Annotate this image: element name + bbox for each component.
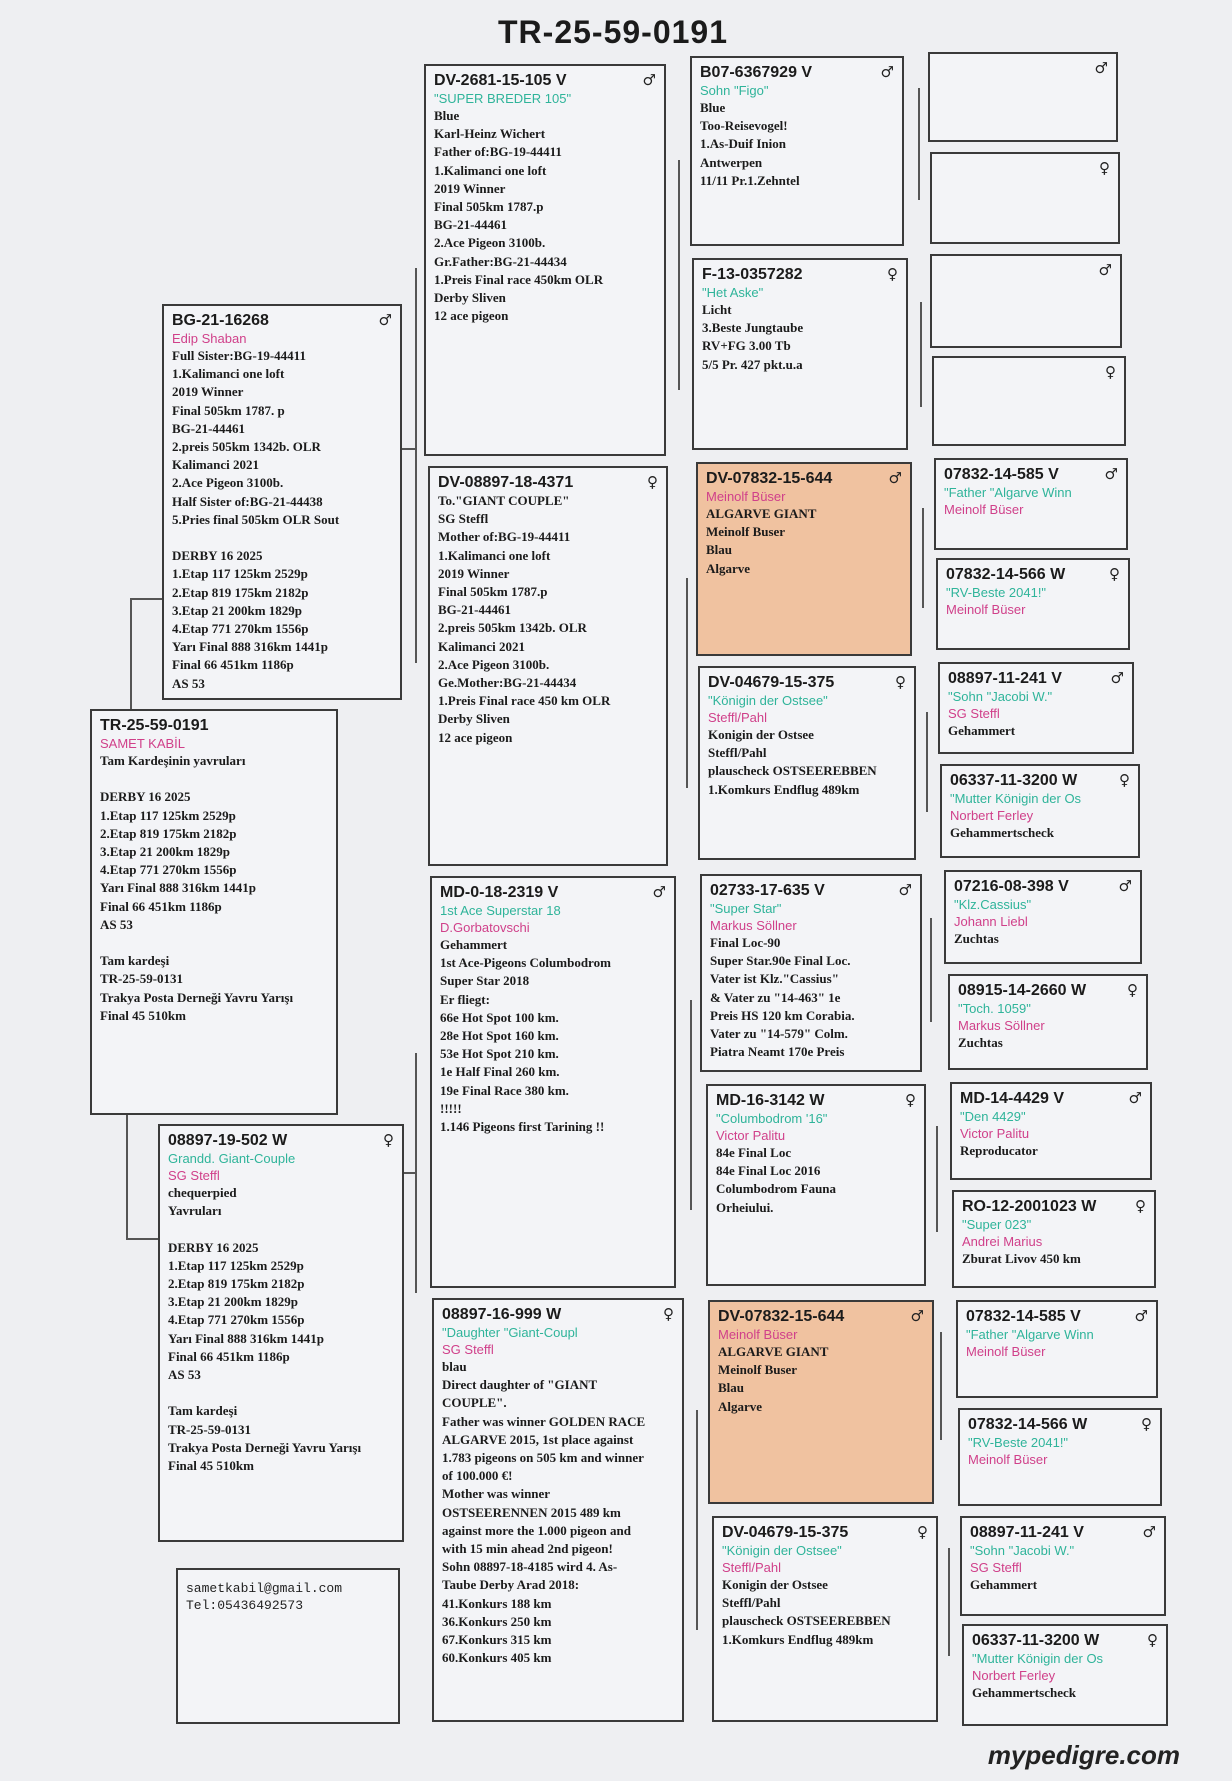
male-icon: ♂ [642,71,656,89]
breeder-name: SAMET KABİL [100,736,186,751]
bird-info: Zuchtas [954,931,999,946]
connector-line [678,160,680,390]
female-icon: ♀ [1141,1415,1152,1433]
pedigree-card-g7[interactable] [938,662,1134,754]
ring-number: DV-07832-15-644 [706,470,833,487]
pedigree-card-g10[interactable] [948,974,1148,1070]
pedigree-card-ff[interactable] [424,64,666,456]
connector-line [922,508,924,608]
bird-name: "Mutter Königin der Os [950,791,1082,806]
ring-number: 02733-17-635 V [710,882,825,899]
pedigree-card-g1[interactable] [928,52,1118,142]
ring-number: DV-07832-15-644 [718,1308,845,1325]
pedigree-card-g6[interactable] [936,558,1130,650]
breeder-name: Meinolf Büser [718,1327,798,1342]
bird-info: chequerpied Yavruları DERBY 16 2025 1.Etap 117 125km 2529p 2.Etap 819 175km 2182p 3.Etap 21 200km 1829p 4.Etap 771 270km 1556p Yarı Final 888 316km 1441p Final 66 451km 1186p AS 53 Tam kardeşi TR-25-59-0131 Trakya Posta Derneği Yavru Yarışı Final 45 510km [168,1185,362,1474]
breeder-name: Meinolf Büser [968,1452,1048,1467]
bird-info: Blue Karl-Heinz Wichert Father of:BG-19-44411 1.Kalimanci one loft 2019 Winner Final 505km 1787.p BG-21-44461 2.Ace Pigeon 3100b. Gr.Father:BG-21-44434 1.Preis Final race 450km OLR Derby Sliven 12 ace pigeon [434,108,604,324]
connector-line [696,1410,698,1630]
male-icon: ♂ [1118,877,1132,895]
ring-number: 08915-14-2660 W [958,982,1087,999]
female-icon: ♀ [895,673,906,691]
pedigree-card-g13[interactable] [956,1300,1158,1398]
pedigree-card-subject[interactable] [90,709,338,1115]
bird-name: "Het Aske" [702,285,764,300]
pedigree-card-mmf[interactable] [708,1300,934,1504]
bird-name: Grandd. Giant-Couple [168,1151,296,1166]
connector-line [126,1238,162,1240]
ring-number: MD-16-3142 W [716,1092,825,1109]
ring-number: 07832-14-585 V [944,466,1059,483]
pedigree-card-ffm[interactable] [692,258,908,450]
connector-line [936,1126,938,1232]
pedigree-card-g12[interactable] [952,1190,1156,1288]
pedigree-card-fff[interactable] [690,56,904,246]
ring-number: 08897-11-241 V [948,670,1062,687]
pedigree-card-g15[interactable] [960,1516,1166,1616]
pedigree-card-g3[interactable] [930,254,1122,348]
female-icon: ♀ [663,1305,674,1323]
pedigree-card-fm[interactable] [428,466,668,866]
bird-info: Licht 3.Beste Jungtaube RV+FG 3.00 Tb 5/5 Pr. 427 pkt.u.a [702,302,804,372]
ring-number: MD-0-18-2319 V [440,884,559,901]
connector-line [940,1332,942,1440]
bird-info: Zburat Livov 450 km [962,1251,1081,1266]
male-icon: ♂ [1098,261,1112,279]
bird-info: Tam Kardeşinin yavruları DERBY 16 2025 1.Etap 117 125km 2529p 2.Etap 819 175km 2182p 3.Etap 21 200km 1829p 4.Etap 771 270km 1556p Yarı Final 888 316km 1441p Final 66 451km 1186p AS 53 Tam kardeşi TR-25-59-0131 Trakya Posta Derneği Yavru Yarışı Final 45 510km [100,753,294,1023]
connector-line [402,1172,416,1174]
male-icon: ♂ [910,1307,924,1325]
ring-number: MD-14-4429 V [960,1090,1065,1107]
connector-line [930,918,932,1022]
breeder-name: Markus Söllner [710,918,797,933]
ring-number: 07832-14-585 V [966,1308,1081,1325]
connector-line [126,1112,128,1240]
breeder-name: Norbert Ferley [972,1668,1056,1683]
male-icon: ♂ [1110,669,1124,687]
bird-info: Gehammert [948,723,1016,738]
female-icon: ♀ [647,473,658,491]
breeder-name: SG Steffl [168,1168,220,1183]
male-icon: ♂ [378,311,392,329]
male-icon: ♂ [898,881,912,899]
bird-name: "Super Star" [710,901,782,916]
pedigree-card-fmm[interactable] [698,666,916,860]
pedigree-card-mff[interactable] [700,874,922,1072]
breeder-name: D.Gorbatovschi [440,920,530,935]
female-icon: ♀ [1099,159,1110,177]
bird-name: "Klz.Cassius" [954,897,1032,912]
connector-line [690,1000,692,1210]
bird-name: "Den 4429" [960,1109,1026,1124]
female-icon: ♀ [1119,771,1130,789]
male-icon: ♂ [1134,1307,1148,1325]
pedigree-card-mf[interactable] [430,876,676,1288]
bird-name: "Sohn "Jacobi W." [948,689,1053,704]
bird-name: "Columbodrom '16" [716,1111,828,1126]
bird-info: 84e Final Loc 84e Final Loc 2016 Columbodrom Fauna Orheiului. [716,1145,837,1215]
breeder-name: Markus Söllner [958,1018,1045,1033]
bird-name: 1st Ace Superstar 18 [440,903,561,918]
bird-info: To."GIANT COUPLE" SG Steffl Mother of:BG-19-44411 1.Kalimanci one loft 2019 Winner Final 505km 1787.p BG-21-44461 2.preis 505km 1342b. OLR Kalimanci 2021 2.Ace Pigeon 3100b. Ge.Mother:BG-21-44434 1.Preis Final race 450 km OLR Derby Sliven 12 ace pigeon [438,493,611,745]
connector-line [918,88,920,200]
male-icon: ♂ [1104,465,1118,483]
breeder-name: Meinolf Büser [946,602,1026,617]
pedigree-card-fmf[interactable] [696,462,912,656]
bird-info: Gehammertscheck [950,825,1054,840]
breeder-name: SG Steffl [442,1342,494,1357]
pedigree-card-mmm[interactable] [712,1516,938,1722]
bird-info: Konigin der Ostsee Steffl/Pahl plauscheck OSTSEEREBBEN 1.Komkurs Endflug 489km [708,727,877,797]
connector-line [130,598,132,712]
breeder-name: Meinolf Büser [966,1344,1046,1359]
bird-name: "Königin der Ostsee" [708,693,828,708]
breeder-name: Meinolf Büser [706,489,786,504]
connector-line [926,712,928,812]
pedigree-card-g16[interactable] [962,1624,1168,1726]
bird-info: Final Loc-90 Super Star.90e Final Loc. Vater ist Klz."Cassius" & Vater zu "14-463" 1e Preis HS 120 km Corabia. Vater zu "14-579" Colm. Piatra Neamt 170e Preis [710,935,855,1060]
bird-info: Gehammert 1st Ace-Pigeons Columbodrom Super Star 2018 Er fliegt: 66e Hot Spot 100 km. 28e Hot Spot 160 km. 53e Hot Spot 210 km. 1e Half Final 260 km. 19e Final Race 380 km. !!!!! 1.146 Pigeons first Tarining !! [440,937,611,1135]
male-icon: ♂ [652,883,666,901]
ring-number: B07-6367929 V [700,64,813,81]
bird-info: Full Sister:BG-19-44411 1.Kalimanci one loft 2019 Winner Final 505km 1787. p BG-21-44461 2.preis 505km 1342b. OLR Kalimanci 2021 2.Ace Pigeon 3100b. Half Sister of:BG-21-44438 5.Pries final 505km OLR Sout DERBY 16 2025 1.Etap 117 125km 2529p 2.Etap 819 175km 2182p 3.Etap 21 200km 1829p 4.Etap 771 270km 1556p Yarı Final 888 316km 1441p Final 66 451km 1186p AS 53 [172,348,340,691]
male-icon: ♂ [880,63,894,81]
bird-info: Gehammertscheck [972,1685,1076,1700]
bird-name: "Daughter "Giant-Coupl [442,1325,578,1340]
connector-line [948,1548,950,1656]
bird-info: Zuchtas [958,1035,1003,1050]
female-icon: ♀ [1105,363,1116,381]
ring-number: DV-2681-15-105 V [434,72,567,89]
breeder-name: Andrei Marius [962,1234,1043,1249]
bird-name: Sohn "Figo" [700,83,769,98]
connector-line [415,268,417,663]
bird-name: "Super 023" [962,1217,1032,1232]
ring-number: DV-04679-15-375 [722,1524,849,1541]
pedigree-card-mother[interactable] [158,1124,404,1542]
contact-box [176,1568,400,1724]
ring-number: 07216-08-398 V [954,878,1069,895]
male-icon: ♂ [1128,1089,1142,1107]
ring-number: DV-04679-15-375 [708,674,835,691]
ring-number: F-13-0357282 [702,266,803,283]
ring-number: 07832-14-566 W [946,566,1066,583]
ring-number: BG-21-16268 [172,312,269,329]
male-icon: ♂ [1094,59,1108,77]
bird-name: "SUPER BREDER 105" [434,91,572,106]
ring-number: TR-25-59-0191 [100,717,209,734]
pedigree-card-g9[interactable] [944,870,1142,964]
bird-info: Konigin der Ostsee Steffl/Pahl plauscheck OSTSEEREBBEN 1.Komkurs Endflug 489km [722,1577,891,1647]
ring-number: 08897-16-999 W [442,1306,562,1323]
page-title: TR-25-59-0191 [498,14,728,50]
bird-name: "Father "Algarve Winn [944,485,1072,500]
bird-info: Blue Too-Reisevogel! 1.As-Duif Inion Antwerpen 11/11 Pr.1.Zehntel [700,100,800,188]
bird-name: "Königin der Ostsee" [722,1543,842,1558]
breeder-name: Edip Shaban [172,331,247,346]
breeder-name: Victor Palitu [960,1126,1030,1141]
breeder-name: SG Steffl [948,706,1000,721]
connector-line [130,598,166,600]
female-icon: ♀ [887,265,898,283]
female-icon: ♀ [1135,1197,1146,1215]
female-icon: ♀ [917,1523,928,1541]
ring-number: 06337-11-3200 W [950,772,1078,789]
ring-number: 08897-11-241 V [970,1524,1084,1541]
ring-number: DV-08897-18-4371 [438,474,574,491]
bird-info: ALGARVE GIANT Meinolf Buser Blau Algarve [718,1344,829,1414]
footer-brand[interactable]: mypedigre.com [987,1740,1180,1770]
male-icon: ♂ [1142,1523,1156,1541]
breeder-name: Johann Liebl [954,914,1028,929]
female-icon: ♀ [1109,565,1120,583]
bird-name: "Mutter Königin der Os [972,1651,1104,1666]
bird-name: "Father "Algarve Winn [966,1327,1094,1342]
pedigree-card-g4[interactable] [932,356,1126,446]
breeder-name: SG Steffl [970,1560,1022,1575]
connector-line [402,448,416,450]
pedigree-card-mm[interactable] [432,1298,684,1722]
female-icon: ♀ [905,1091,916,1109]
breeder-name: Norbert Ferley [950,808,1034,823]
ring-number: 08897-19-502 W [168,1132,288,1149]
male-icon: ♂ [888,469,902,487]
pedigree-card-g14[interactable] [958,1408,1162,1506]
bird-name: "Sohn "Jacobi W." [970,1543,1075,1558]
connector-line [686,578,688,788]
bird-info: blau Direct daughter of "GIANT COUPLE". Father was winner GOLDEN RACE ALGARVE 2015, 1st place against 1.783 pigeons on 505 km and winner of 100.000 €! Mother was winner OSTSEERENNEN 2015 489 km against more the 1.000 pigeon and with 15 min ahead 2nd pigeon! Sohn 08897-18-4185 wird 4. As- Taube Derby Arad 2018: 41.Konkurs 188 km 36.Konkurs 250 km 67.Konkurs 315 km 60.Konkurs 405 km [442,1359,646,1666]
bird-info: Gehammert [970,1577,1038,1592]
bird-info: Reproducator [960,1143,1038,1158]
pedigree-card-g11[interactable] [950,1082,1152,1180]
breeder-name: Victor Palitu [716,1128,786,1143]
contact-phone[interactable]: Tel:05436492573 [186,1598,304,1613]
connector-line [920,302,922,407]
female-icon: ♀ [1147,1631,1158,1649]
pedigree-card-mfm[interactable] [706,1084,926,1286]
ring-number: RO-12-2001023 W [962,1198,1097,1215]
pedigree-card-father[interactable] [162,304,402,700]
female-icon: ♀ [1127,981,1138,999]
breeder-name: Steffl/Pahl [708,710,768,725]
bird-name: "RV-Beste 2041!" [946,585,1047,600]
bird-name: "RV-Beste 2041!" [968,1435,1069,1450]
pedigree-card-g5[interactable] [934,458,1128,550]
pedigree-card-g8[interactable] [940,764,1140,858]
female-icon: ♀ [383,1131,394,1149]
pedigree-card-g2[interactable] [930,152,1120,244]
ring-number: 06337-11-3200 W [972,1632,1100,1649]
breeder-name: Steffl/Pahl [722,1560,782,1575]
contact-email[interactable]: sametkabil@gmail.com [186,1581,343,1596]
bird-info: ALGARVE GIANT Meinolf Buser Blau Algarve [706,506,817,576]
ring-number: 07832-14-566 W [968,1416,1088,1433]
bird-name: "Toch. 1059" [958,1001,1031,1016]
breeder-name: Meinolf Büser [944,502,1024,517]
